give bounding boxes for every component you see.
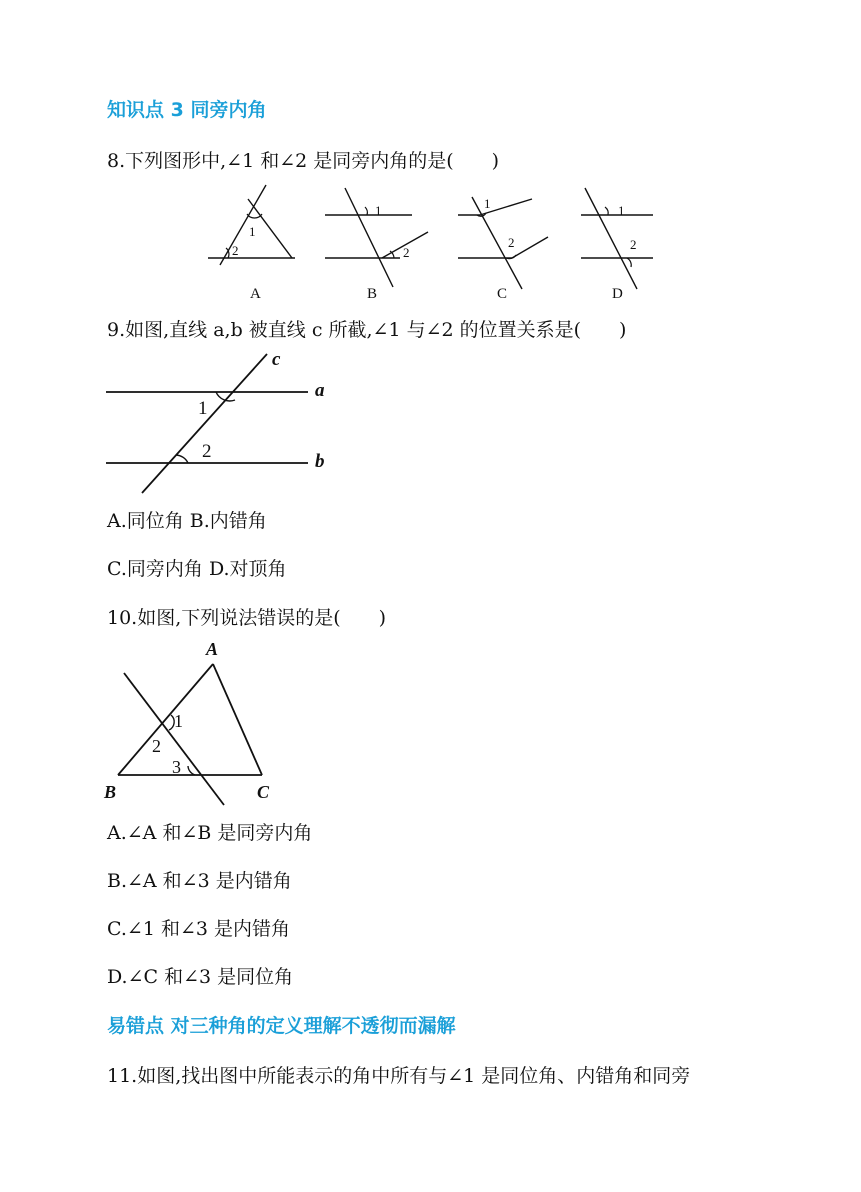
q10-vertex-b-label: B — [104, 782, 117, 802]
q8-figure-a — [200, 185, 300, 300]
q10-angle2-label: 2 — [152, 736, 161, 756]
question-10-option-d: D.∠C 和∠3 是同位角 — [107, 966, 294, 988]
q8-a-angle1-label: 1 — [249, 224, 256, 239]
q10-figure — [100, 635, 290, 810]
q8-figure-d — [575, 185, 665, 300]
q8-c-angle1-label: 1 — [484, 196, 491, 211]
question-10-option-b: B.∠A 和∠3 是内错角 — [107, 870, 292, 892]
q8-b-angle2-label: 2 — [403, 245, 410, 260]
question-10-option-a: A.∠A 和∠B 是同旁内角 — [107, 822, 313, 844]
q9-angle1-label: 1 — [198, 398, 208, 419]
question-9-options-row-2: C.同旁内角 D.对顶角 — [107, 558, 287, 580]
q8-b-option-label: B — [367, 286, 378, 302]
q8-c-angle2-label: 2 — [508, 235, 515, 250]
q9-figure — [100, 345, 340, 500]
question-9-stem: 9.如图,直线 a,b 被直线 c 所截,∠1 与∠2 的位置关系是( ) — [107, 319, 627, 341]
section-heading-3: 知识点 3 同旁内角 — [107, 99, 267, 121]
q8-a-angle2-label: 2 — [232, 243, 239, 258]
q9-line-b-label: b — [315, 451, 325, 472]
question-10-stem: 10.如图,下列说法错误的是( ) — [107, 607, 387, 629]
q10-vertex-a-label: A — [206, 639, 219, 659]
q8-d-angle2-label: 2 — [630, 237, 637, 252]
question-11-stem: 11.如图,找出图中所能表示的角中所有与∠1 是同位角、内错角和同旁 — [107, 1065, 691, 1087]
q9-line-c-label: c — [272, 349, 281, 370]
q8-c-option-label: C — [497, 286, 508, 302]
q8-d-option-label: D — [612, 286, 623, 302]
q9-angle2-label: 2 — [202, 441, 212, 462]
section-heading-pitfall: 易错点 对三种角的定义理解不透彻而漏解 — [107, 1015, 456, 1037]
q10-vertex-c-label: C — [257, 782, 270, 802]
question-8-stem: 8.下列图形中,∠1 和∠2 是同旁内角的是( ) — [107, 150, 500, 172]
q8-b-angle1-label: 1 — [375, 203, 382, 218]
q9-line-a-label: a — [315, 380, 325, 401]
q10-angle1-label: 1 — [174, 711, 183, 731]
question-9-options-row-1: A.同位角 B.内错角 — [107, 510, 267, 532]
question-10-option-c: C.∠1 和∠3 是内错角 — [107, 918, 290, 940]
q8-a-option-label: A — [250, 286, 261, 302]
q10-angle3-label: 3 — [172, 757, 181, 777]
q8-figure-b — [320, 185, 435, 300]
q8-figure-c — [450, 185, 570, 300]
q8-d-angle1-label: 1 — [618, 203, 625, 218]
